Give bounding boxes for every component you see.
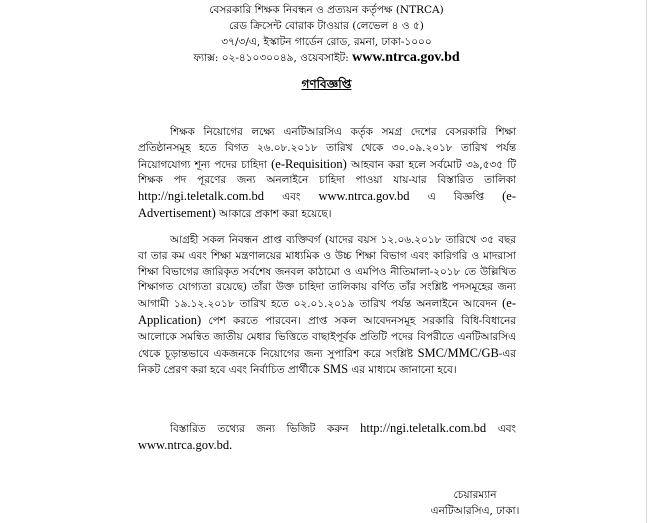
website-link[interactable]: www.ntrca.gov.bd (352, 50, 460, 65)
paragraph-details (138, 421, 516, 455)
signature-designation: চেয়ারম্যান (453, 489, 497, 501)
org-building: রেড ক্রিসেন্ট বোরাক টাওয়ার (লেভেল ৪ ও ৫) (229, 20, 424, 32)
p3-and: এবং (497, 423, 516, 435)
p2-text-a: আগ্রহী সকল নিবন্ধন প্রাপ্ত ব্যক্তিবর্গ (যাদের বয়স ১২.০৬.২০১৮ তারিখে ৩৫ বছর বা তার কম এবং শিক্ষা মন্ত্রণালয়ের মাধ্যমিক ও উচ্চ শিক্ষা বিভাগ এবং কারিগরি ও মাদরাসা শিক্ষা বিভাগের জারিকৃত সর্বশেষ জনবল কাঠামো ও এমপিও নীতিমালা-২০১৮ তে উল্লিখিত শিক্ষাগত যোগ্যতা রয়েছে) তাঁরা উক্ত চাহিদা তালিকায় বর্ণিত তাঁর সংশ্লিষ্ট পদসমূহের জন্য আগামী ১৯.১২.২০১৮ তারিখ হতে ০২.০১.২০১৯ তারিখ পর্যন্ত অনলাইনে আবেদন (138, 234, 516, 311)
letterhead (0, 2, 653, 66)
p1-term-erequisition: (e-Requisition) (271, 156, 347, 171)
signature-org: এনটিআরসিএ, ঢাকা। (430, 505, 520, 517)
p1-teletalk-link[interactable]: http://ngi.teletalk.com.bd (138, 189, 265, 204)
p2-text-b: পেশ করতে পারবেন। প্রাপ্ত সকল আবেদনসমূহ সরকারি বিধি-বিধানের আলোকে সমন্বিত জাতীয় মেধার ভিত্তিতে বাছাইপূর্বক প্রতিটি পদের বিপরীতে এনটিআরসিএ থেকে চূড়ান্তভাবে একজনকে নিয়োগের জন্য সুপারিশ করে সংশ্লিষ্ট (138, 314, 516, 360)
org-contact (0, 50, 653, 66)
p1-text-d: আকারে প্রকাশ করা হয়েছে। (219, 207, 332, 220)
paragraph-requisition (138, 125, 516, 223)
paragraph-application (138, 233, 516, 379)
p1-text-b: আহবান করা হলে সর্বমোট ৩৯,৫৩৫ টি শিক্ষক পদ পূরণের জন্য অনলাইনে চাহিদা পাওয়া যায়-যার বিস্তারিত তালিকা (138, 158, 516, 187)
p1-text-a: শিক্ষক নিয়োগের লক্ষ্যে এনটিআরসিএ কর্তৃক সমগ্র দেশের বেসরকারি শিক্ষা প্রতিষ্ঠানসমূহ হতে বিগত ২৬.০৮.২০১৮ তারিখ থেকে ৩০.০৯.২০১৮ তারিখ পর্যন্ত নিয়োগযোগ্য শূন্য পদের চাহিদা (138, 126, 516, 171)
p1-and: এবং (282, 191, 301, 204)
org-name: বেসরকারি শিক্ষক নিবন্ধন ও প্রত্যয়ন কর্তৃপক্ষ (NTRCA) (209, 4, 444, 16)
p2-term-smc: SMC/MMC/GB (417, 345, 499, 360)
notice-title (0, 76, 653, 96)
org-address: ৩৭/৩/এ, ইস্কাটন গার্ডেন রোড, রমনা, ঢাকা-১০০০ (221, 36, 432, 48)
p3-ntrca-link[interactable]: www.ntrca.gov.bd. (138, 437, 233, 452)
p1-term-eadvertisement: (e-Advertisement) (138, 189, 516, 220)
p2-term-sms: SMS (323, 362, 349, 377)
p2-text-c: -এর নিকট প্রেরণ করা হবে এবং নির্বাচিত প্রার্থীকে (138, 347, 516, 377)
page-edge-divider (646, 0, 647, 523)
p2-text-d: এর মাধ্যমে জানানো হবে। (351, 364, 457, 377)
p2-term-eapplication: (e-Application) (138, 296, 516, 327)
p1-text-c: এ বিজ্ঞপ্তি (427, 191, 484, 204)
p1-ntrca-link[interactable]: www.ntrca.gov.bd (318, 189, 410, 204)
p3-text-a: বিস্তারিত তথ্যের জন্য ভিজিট করুন (170, 423, 349, 435)
notice-title-text: গণবিজ্ঞপ্তি (301, 77, 352, 91)
p3-teletalk-link[interactable]: http://ngi.teletalk.com.bd (360, 421, 487, 435)
contact-prefix: ফ্যাক্স: ০২-৪১০৩০০৪৯, ওয়েবসাইট: (193, 52, 349, 64)
